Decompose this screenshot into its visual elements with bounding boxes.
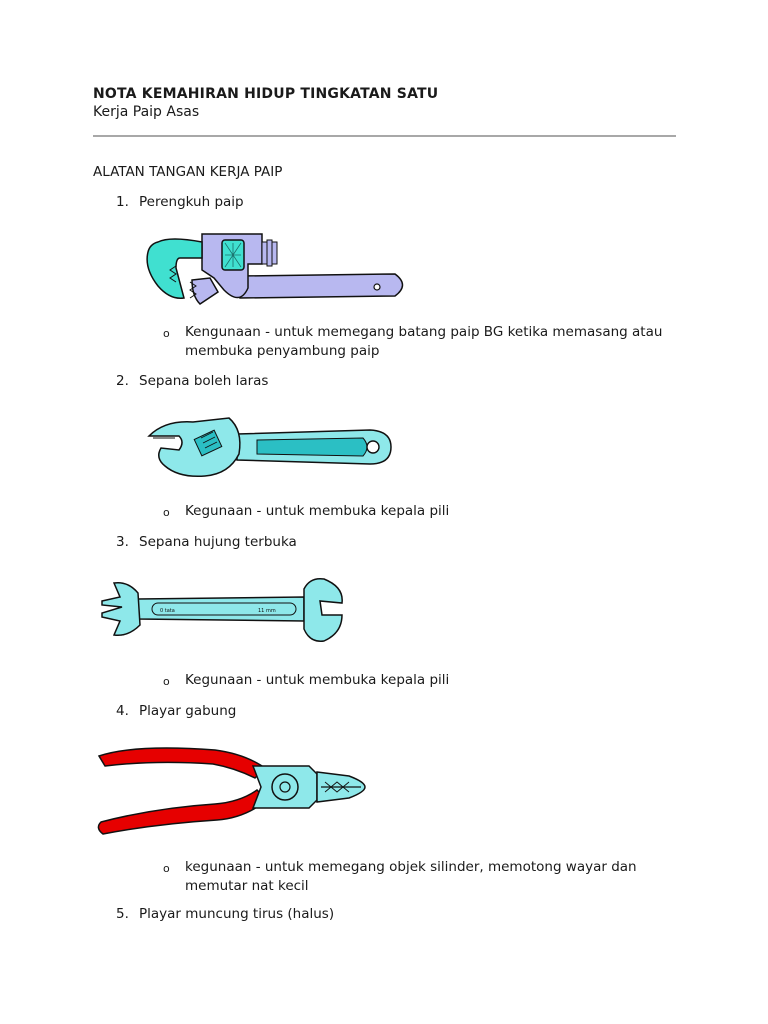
usage-text: Kegunaan - untuk membuka kepala pili	[185, 672, 450, 688]
usage-text: kegunaan - untuk memegang objek silinder, memotong wayar dan memutar nat kecil	[185, 859, 637, 894]
list-item-name: Sepana boleh laras	[139, 373, 269, 389]
list-item-heading-5	[116, 906, 334, 922]
open-end-wrench-icon	[98, 575, 346, 645]
adjustable-wrench-icon	[145, 412, 395, 482]
list-item-name: Playar gabung	[139, 703, 237, 719]
horizontal-rule	[93, 135, 676, 137]
list-item-number: 1.	[116, 194, 129, 210]
pipe-wrench-icon	[140, 228, 420, 308]
list-item-number: 4.	[116, 703, 129, 719]
bullet-marker: o	[163, 675, 170, 688]
bullet-marker: o	[163, 862, 170, 875]
section-heading: ALATAN TANGAN KERJA PAIP	[93, 164, 283, 180]
list-item-heading-2	[116, 373, 268, 389]
list-item-heading-3	[116, 534, 297, 550]
engraving-right: 11 mm	[258, 608, 276, 614]
list-item-heading-1	[116, 194, 244, 210]
usage-text: Kengunaan - untuk memegang batang paip BG ketika memasang atau membuka penyambung paip	[185, 324, 663, 359]
list-item-name: Playar muncung tirus (halus)	[139, 906, 335, 922]
usage-text: Kegunaan - untuk membuka kepala pili	[185, 503, 450, 519]
list-item-number: 5.	[116, 906, 129, 922]
bullet-marker: o	[163, 327, 170, 340]
bullet-marker: o	[163, 506, 170, 519]
list-item-number: 2.	[116, 373, 129, 389]
list-item-heading-4	[116, 703, 236, 719]
list-item-number: 3.	[116, 534, 129, 550]
list-item-name: Sepana hujung terbuka	[139, 534, 297, 550]
list-item-name: Perengkuh paip	[139, 194, 244, 210]
document-subtitle: Kerja Paip Asas	[93, 104, 200, 120]
engraving-left: 0 tata	[160, 608, 175, 614]
document-title: NOTA KEMAHIRAN HIDUP TINGKATAN SATU	[93, 86, 439, 102]
combination-pliers-icon	[95, 742, 370, 837]
